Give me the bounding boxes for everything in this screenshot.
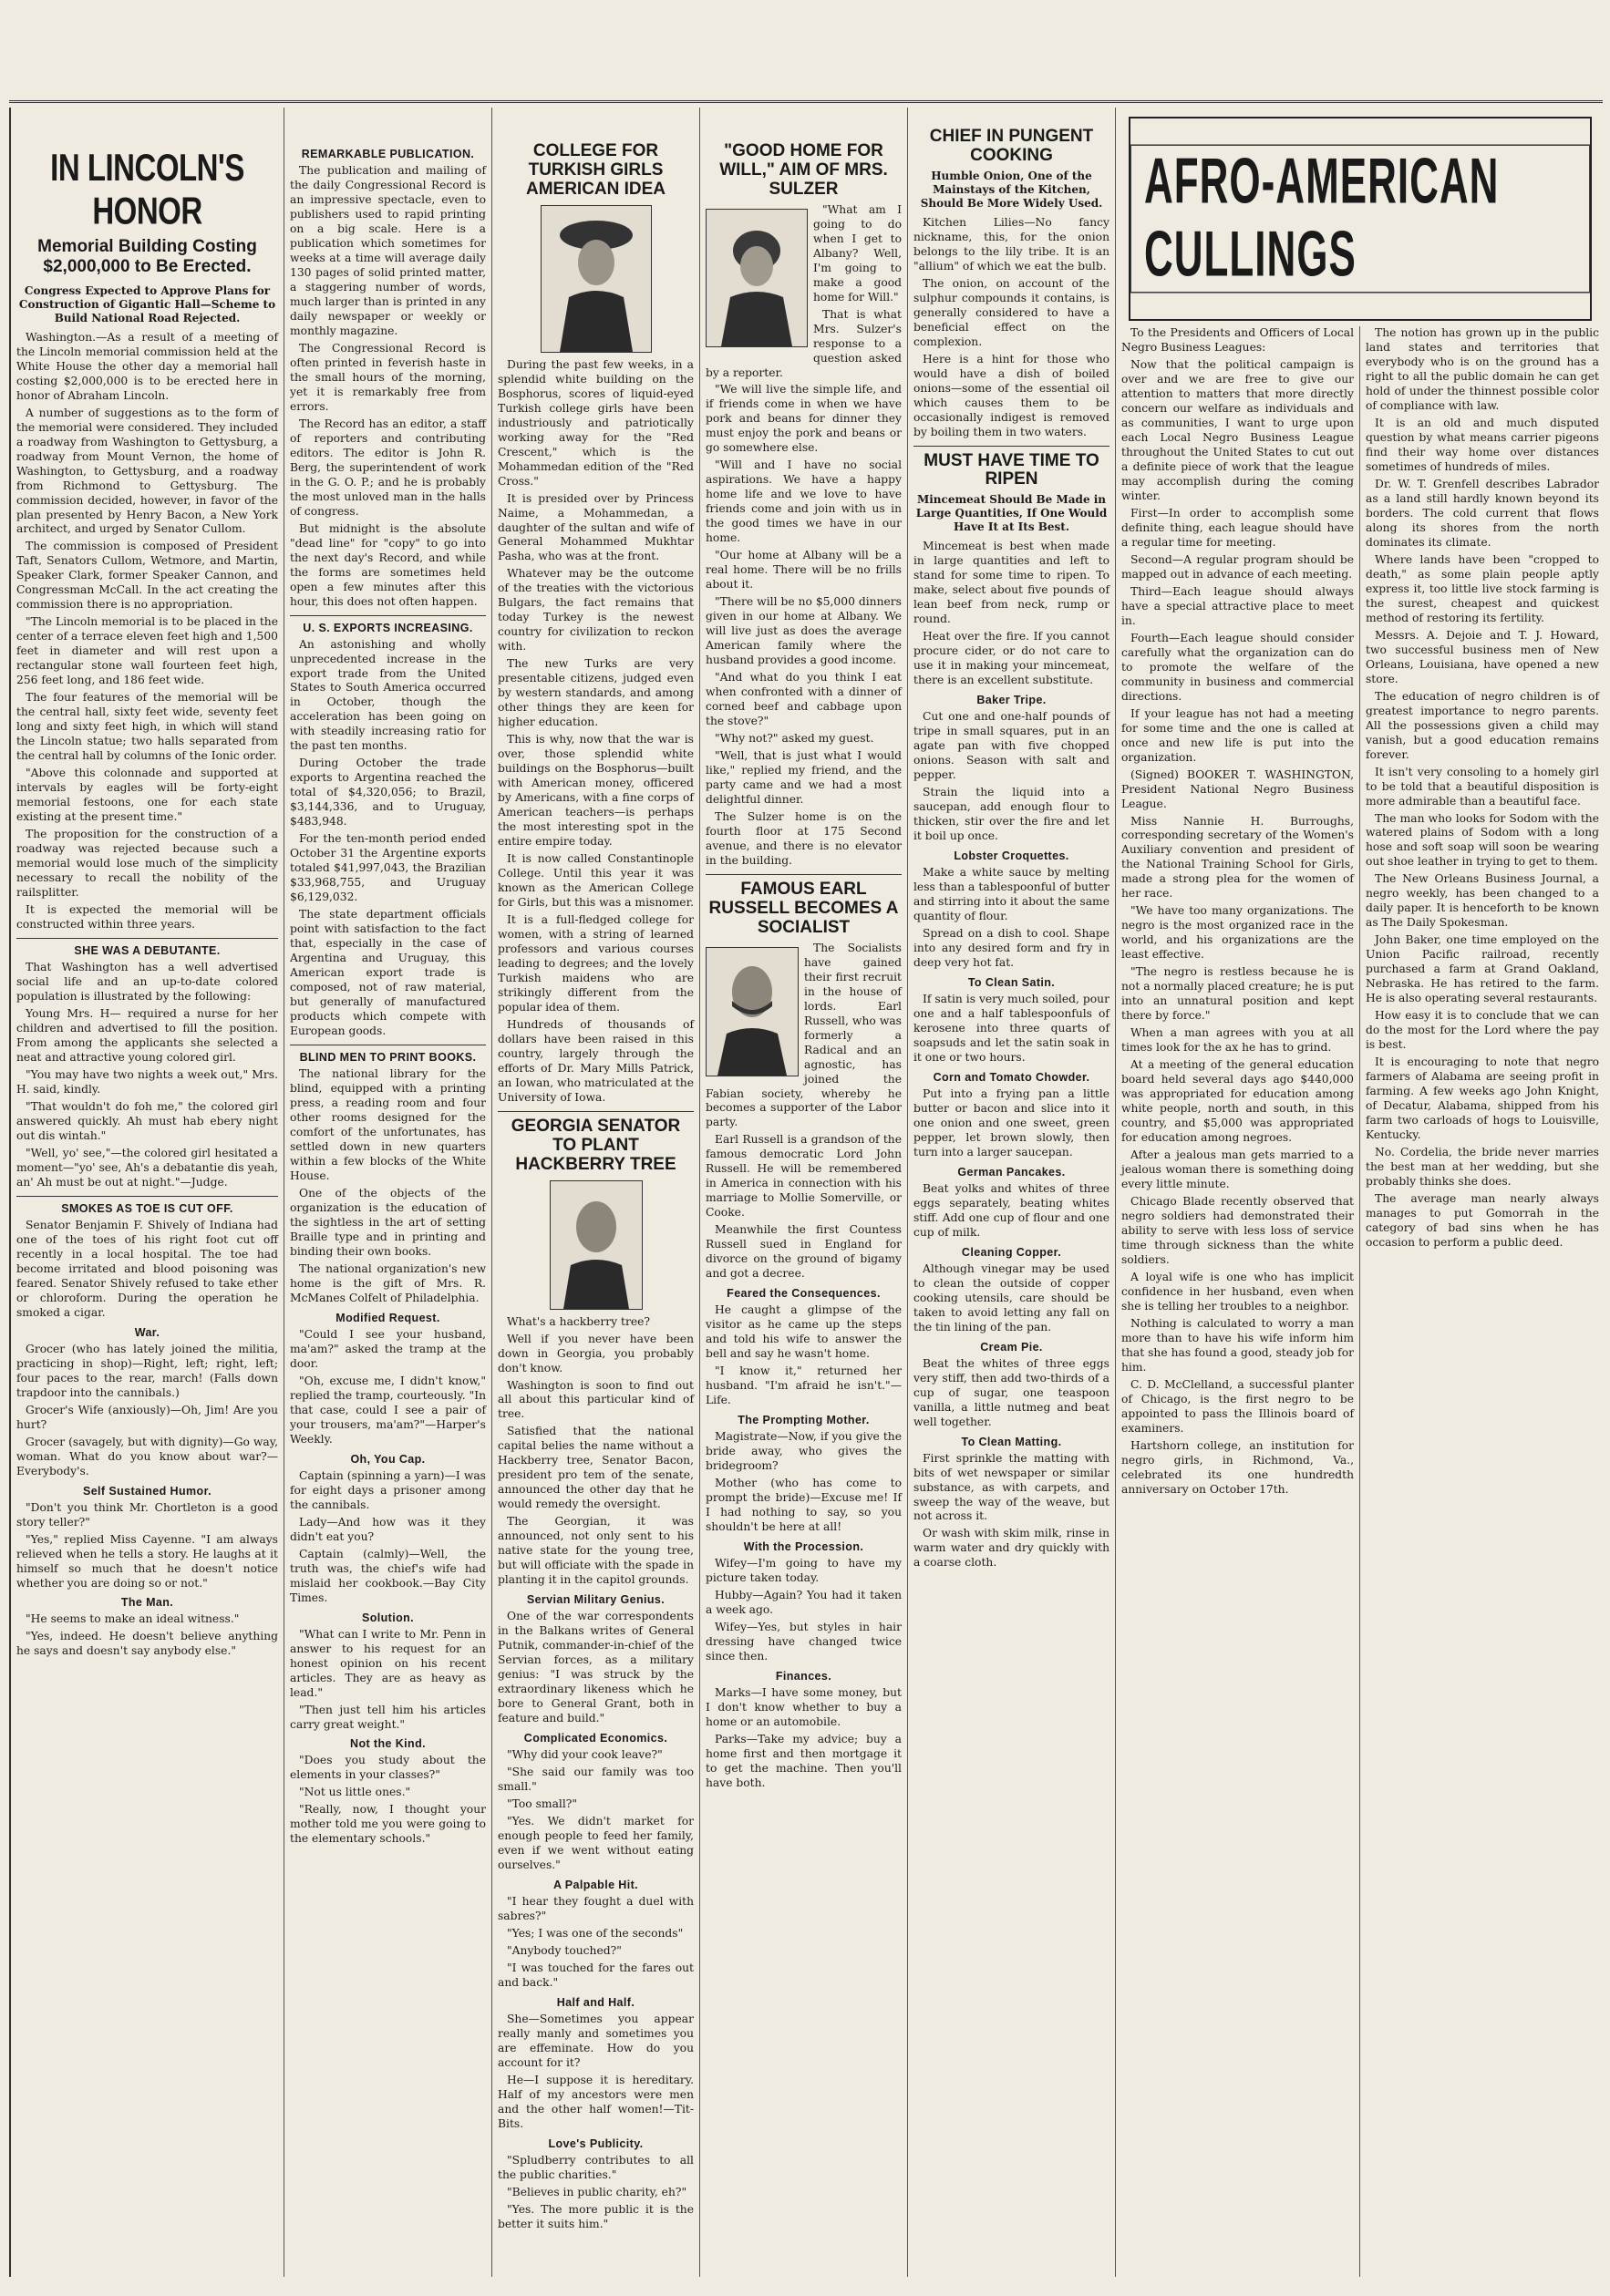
publication-heading: REMARKABLE PUBLICATION. [301,148,475,160]
hit-article [498,1895,694,1991]
paragraph: The four features of the memorial will be the central hall, sixty feet wide, seventy feet long and sixty feet high, in which will stand the Lincoln statue; two halls separated from the central hall by columns of the Ionic order. [16,691,278,763]
column-5 [908,108,1116,2277]
paragraph: No. Cordelia, the bride never marries the best man at her wedding, but she probably thinks she does. [1366,1146,1599,1189]
war-article [16,1343,278,1479]
paragraph: Well if you never have been down in Georgia, you probably don't know. [498,1332,694,1375]
paragraph: Chicago Blade recently observed that negro soldiers had demonstrated their ability to serve with less loss of service time through sickness than the white soldiers. [1121,1195,1354,1267]
paragraph: The national library for the blind, equipped with a printing press, a reading room and four other rooms designed for the comfort of the unfortunates, has settled down in new quarters within a few blocks of the White House. [290,1067,486,1182]
servian-article [498,1610,694,1726]
senator-portrait [550,1180,643,1310]
divider [16,938,278,939]
hit-heading: A Palpable Hit. [552,1879,639,1892]
paragraph: It is a full-fledged college for women, with a string of learned professors and various courses leading to degrees; and the lovely Turkish maidens who are strikingly different from the popular idea of them. [498,913,694,1014]
paragraph: "There will be no $5,000 dinners given in our home at Albany. We will live just as does the average American family where the husband provides a good income. [706,595,902,667]
paragraph: But midnight is the absolute "dead line" for "copy" to go into the next day's Record, and while the forms are sometimes held open a few minutes after this hour, this does not often happen. [290,521,486,608]
cap-article [290,1469,486,1606]
paragraph: Lady—And how was it they didn't eat you? [290,1515,486,1543]
mincemeat-headline: MUST HAVE TIME TO RIPEN [924,450,1099,489]
smokes-heading: SMOKES AS TOE IS CUT OFF. [61,1201,233,1215]
exports-heading: U. S. EXPORTS INCREASING. [303,621,473,634]
paragraph: "We have too many organizations. The negro is the most organized race in the world, and his organizations are the least effective. [1121,904,1354,962]
pancakes-article [913,1182,1109,1241]
paragraph: Hartshorn college, an institution for negro girls, in Richmond, Va., celebrated its one hundredth anniversary on October 17th. [1121,1438,1354,1496]
lincoln-headline: IN LINCOLN'S HONOR [50,146,244,232]
man-heading: The Man. [120,1596,174,1610]
paragraph: The Socialists have gained their first recruit in the house of lords. Earl Russell, who was formerly a Radical and an agnostic, has joined the Fabian society, whereby he becomes a supporter of the Labor party. [706,941,902,1129]
paragraph: "What am I going to do when I get to Albany? Well, I'm going to make a good home for Will." [813,202,902,304]
paragraph: The education of negro children is of greatest importance to negro parents. All the possessions given a child may vanish, but a good education remains forever. [1366,689,1599,761]
paragraph: Beat yolks and whites of three eggs separately, beating whites stiff. Add one cup of flour and one cup of milk. [913,1181,1109,1239]
paragraph: The state department officials point with satisfaction to the fact that, especially in the case of Argentina and Uruguay, this American export trade is composed, not of raw material, but generally of manufactured products which compete with European goods. [290,908,486,1038]
paragraph: This is why, now that the war is over, those splendid white buildings on the Bosphorus—built with American money, officered by Americans, with a fine corps of American teachers—is perhaps the most interesting spot in the entire empire today. [498,733,694,849]
paragraph: Where lands have been "cropped to death," as some plain people aptly express it, too little live stock farming is the surest, cheapest and quickest method of restoring its fertility. [1366,552,1599,624]
paragraph: Spread on a dish to cool. Shape into any desired form and fry in deep very hot fat. [913,926,1109,969]
paragraph: "And what do you think I eat when confronted with a dinner of corned beef and cabbage upon the stove?" [706,671,902,728]
column-6 [1116,326,1360,2277]
paragraph: "Spludberry contributes to all the public charities." [498,2153,694,2181]
blind-article [290,1067,486,1306]
divider [706,874,902,875]
exports-article [290,638,486,1040]
pie-heading: Cream Pie. [980,1340,1043,1354]
divider [290,615,486,616]
lincoln-article [16,331,278,932]
paragraph: A number of suggestions as to the form of the memorial were considered. They included a roadway from Washington to Gettysburg, a roadway from Mount Vernon, the home of Washington, to Gettysburg, and a roadway from Richmond to Gettysburg. The commission decided, however, in favor of the plan presented by Henry Bacon, a New York architect, and urged by Senator Cullom. [16,406,278,536]
paragraph: Mother (who has come to prompt the bride)—Excuse me! If I had nothing to say, so you shouldn't be here at all! [706,1477,902,1534]
paragraph: John Baker, one time employed on the Union Pacific railroad, recently purchased a farm at Grand Oakland, Nebraska. He has retired to the farm. He is also operating several restaurants. [1366,933,1599,1005]
lincoln-subdeck: Congress Expected to Approve Plans for Construction of Gigantic Hall—Scheme to Build National Road Rejected. [18,283,276,324]
column-3 [492,108,700,2277]
paragraph: The new Turks are very presentable citizens, judged even by western standards, and among other things they are keen for higher education. [498,657,694,729]
paragraph: If satin is very much soiled, pour one and a half tablespoonfuls of kerosene into three quarts of soapsuds and let the satin soak in it one or two hours. [913,992,1109,1064]
humor-heading: Self Sustained Humor. [82,1484,212,1498]
paragraph: First—In order to accomplish some definite thing, each league should have a regular time for meeting. [1121,506,1354,549]
paragraph: He—I suppose it is hereditary. Half of my ancestors were men and the other half women!—Tit-Bits. [498,2073,694,2130]
paragraph: Or wash with skim milk, rinse in warm water and dry quickly with a coarse cloth. [913,1527,1109,1570]
paragraph: Beat the whites of three eggs very stiff, then add two-thirds of a cup of sugar, one teaspoon vanilla, a little nutmeg and beat well together. [913,1356,1109,1428]
paragraph: The average man nearly always manages to put Gomorrah in the category of bad sins when he has occasion to perform a public deed. [1366,1192,1599,1250]
paragraph: He caught a glimpse of the visitor as he came up the steps and told his wife to answer the bell and say he wasn't home. [706,1303,902,1361]
paragraph: Grocer (savagely, but with dignity)—Go way, woman. What do you know about war?—Everybody's. [16,1435,278,1477]
paragraph: Washington.—As a result of a meeting of the Lincoln memorial commission held at the White House the other day a memorial hall costing $2,000,000 is to be erected here in honor of Abraham Lincoln. [16,330,278,402]
paragraph: "We will live the simple life, and if friends come in when we have pork and beans for dinner they must enjoy the pork and beans or go somewhere else. [706,383,902,455]
paragraph: "Not us little ones." [299,1786,411,1799]
cullings-banner [1129,117,1592,321]
column-4 [700,108,908,2277]
paragraph: Young Mrs. H— required a nurse for her children and advertised to fill the position. From among the applicants she selected a neat and attractive young colored girl. [16,1007,278,1064]
paragraph: The notion has grown up in the public land states and territories that everybody who is on the ground has a right to all the public domain he can get hold of under the thinnest possible color of compliance with law. [1366,326,1599,412]
economics-heading: Complicated Economics. [523,1732,668,1745]
prompting-heading: The Prompting Mother. [738,1414,870,1427]
procession-article [706,1557,902,1664]
top-rule [9,100,1603,103]
paragraph: Earl Russell is a grandson of the famous democratic Lord John Russell. He will be remembered in America in connection with his marriage to Mollie Somerville, or Cooke. [706,1133,902,1220]
paragraph: The national organization's new home is the gift of Mrs. R. McManes Colfelt of Philadelphia. [290,1261,486,1304]
paragraph: "You may have two nights a week out," Mrs. H. said, kindly. [16,1067,278,1096]
pancakes-heading: German Pancakes. [957,1165,1066,1179]
paragraph: "I hear they fought a duel with sabres?" [498,1895,694,1923]
cullings-left-article [1121,326,1354,1498]
modified-heading: Modified Request. [335,1311,440,1324]
paragraph: Magistrate—Now, if you give the bride away, who gives the bridegroom? [706,1430,902,1473]
paragraph: Parks—Take my advice; buy a home first and then mortgage it to get the machine. Then you'll have both. [706,1732,902,1789]
paragraph: That Washington has a well advertised social life and an up-to-date colored population is illustrated by the following: [16,961,278,1004]
paragraph: "Too small?" [507,1797,578,1811]
paragraph: Wifey—I'm going to have my picture taken today. [706,1557,902,1585]
paragraph: Although vinegar may be used to clean the outside of copper cooking utensils, care should be taken to avoid letting any fall on the tin lining of the pan. [913,1261,1109,1333]
paragraph: Dr. W. T. Grenfell describes Labrador as a land still hardly known beyond its borders. The cold current that flows along its shores from the north dominates its climate. [1366,477,1599,549]
column-2 [284,108,492,2277]
paragraph: If your league has not had a meeting for some time and the one is called at once and new life is put into the organization. [1121,706,1354,764]
paragraph: What's a hackberry tree? [507,1314,650,1328]
column-1 [11,108,284,2277]
paragraph: It is an old and much disputed question by what means carrier pigeons find their way home over distances sometimes of hundreds of miles. [1366,416,1599,473]
publication-article [290,164,486,610]
paragraph: Washington is soon to find out all about this particular kind of tree. [498,1378,694,1421]
paragraph: Mincemeat is best when made in large quantities and left to stand for some time to ripen. To make, select about five pounds of lean beef from neck, rump or round. [913,540,1109,626]
paragraph: When a man agrees with you at all times look for the ax he has to grind. [1121,1026,1354,1055]
paragraph: "The Lincoln memorial is to be placed in the center of a terrace eleven feet high and 1,500 feet in diameter and will rest upon a rectangular stone wall fourteen feet high, 256 feet long, and 186 feet wide. [16,615,278,687]
tripe-article [913,710,1109,844]
paragraph: It isn't very consoling to a homely girl to be told that a beautiful disposition is more admirable than a beautiful face. [1366,765,1599,808]
divider [498,1111,694,1112]
paragraph: "Then just tell him his articles carry great weight." [290,1703,486,1731]
lobster-heading: Lobster Croquettes. [954,849,1069,863]
lobster-article [913,866,1109,971]
paragraph: Here is a hint for those who would have a dish of boiled onions—some of the essential oil which causes them to be occasionally indigest is removed by boiling them in two waters. [913,352,1109,438]
paragraph: "I was touched for the fares out and back." [498,1961,694,1989]
paragraph: "Oh, excuse me, I didn't know," replied the tramp, courteously. "In that case, could I see a pair of your trousers, ma'am?"—Harper's Weekly. [290,1374,486,1446]
paragraph: Grocer (who has lately joined the militia, practicing in shop)—Right, left; right, left; four paces to the rear, march! (Falls down trapdoor into the cannibals.) [16,1342,278,1399]
mrs-sulzer-portrait [706,209,808,347]
love-article [498,2154,694,2232]
paragraph: "Does you study about the elements in your classes?" [290,1754,486,1782]
paragraph: (Signed) BOOKER T. WASHINGTON, President National Negro Business League. [1121,767,1354,810]
half-heading: Half and Half. [556,1995,635,2009]
debutante-article [16,961,278,1190]
paragraph: Miss Nannie H. Burroughs, corresponding secretary of the Women's Auxiliary convention and president of the National Training School for Girls, made a strong plea for the women of her race. [1121,814,1354,901]
paragraph: Third—Each league should always have a special attractive place to meet in. [1121,584,1354,627]
paragraph: "Yes, indeed. He doesn't believe anything he says and doesn't say anybody else." [16,1630,278,1658]
paragraph: The commission is composed of President Taft, Senators Cullom, Wetmore, and Martin, Speaker Clark, former Speaker Cannon, and Congressman McCall. In the act creating the commission there is no appropriation. [16,540,278,612]
cullings-right-article [1366,326,1599,1251]
paragraph: At a meeting of the general education board held several days ago $440,000 was appropriated for education among white people, north and south, in this country, and $5,000 was appropriated for education among negroes. [1121,1058,1354,1145]
mincemeat-deck: Mincemeat Should Be Made in Large Quantities, If One Would Have It at Its Best. [915,493,1108,534]
paragraph: How easy it is to conclude that we can do the most for the Lord where the pay is best. [1366,1009,1599,1052]
paragraph: It is presided over by Princess Naime, a Mohammedan, a daughter of the sultan and wife of General Mohammed Mukhtar Pasha, who was at the front. [498,491,694,563]
war-heading: War. [134,1325,160,1339]
paragraph: The Record has an editor, a staff of reporters and contributing editors. The editor is John R. Berg, the superintendent of work in the G. O. P.; and he is probably the most unloved man in the halls of congress. [290,417,486,518]
paragraph: "Above this colonnade and supported at intervals by eagles will be forty-eight memorial festoons, one for each state existing at the present time." [16,767,278,824]
modified-article [290,1328,486,1447]
paragraph: After a jealous man gets married to a jealous woman there is something doing every little minute. [1121,1148,1354,1191]
paragraph: "Why did your cook leave?" [507,1748,663,1762]
earl-russell-portrait [706,947,799,1076]
paragraph: "Could I see your husband, ma'am?" asked the tramp at the door. [290,1327,486,1370]
paragraph: To the Presidents and Officers of Local Negro Business Leagues: [1121,326,1354,354]
copper-article [913,1262,1109,1335]
hackberry-headline: GEORGIA SENATOR TO PLANT HACKBERRY TREE [511,1116,681,1174]
paragraph: "Don't you think Mr. Chortleton is a good story teller?" [16,1500,278,1529]
paragraph: Put into a frying pan a little butter or bacon and slice into it one onion and one sweet, green pepper, let brown slowly, then turn into a larger saucepan. [913,1086,1109,1158]
paragraph: Captain (calmly)—Well, the truth was, the chief's wife had mislaid her cookbook.—Bay City Times. [290,1547,486,1604]
matting-heading: To Clean Matting. [961,1435,1062,1448]
paragraph: Strain the liquid into a saucepan, add enough flour to thicken, stir over the fire and let it boil up once. [913,786,1109,843]
paragraph: "Well, that is just what I would like," replied my friend, and the party came and we had a most delightful dinner. [706,749,902,807]
paragraph: Make a white sauce by melting less than a tablespoonful of butter and stirring into it about the same quantity of flour. [913,866,1109,922]
russell-headline: FAMOUS EARL RUSSELL BECOMES A SOCIALIST [708,879,899,937]
paragraph: "He seems to make an ideal witness." [26,1612,240,1626]
paragraph: The Georgian, it was announced, not only sent to his native state for the young tree, but will officiate with the spade in planting it in the capitol grounds. [498,1515,694,1587]
paragraph: "Believes in public charity, eh?" [507,2185,687,2198]
paragraph: "Will and I have no social aspirations. We have a happy home life and we love to have friends come and join with us in the good times we have in our home. [706,458,902,545]
paragraph: Grocer's Wife (anxiously)—Oh, Jim! Are you hurt? [16,1403,278,1431]
paragraph: Hundreds of thousands of dollars have been raised in this country, largely through the efforts of Dr. Mary Mills Patrick, an Iowan, who matriculated at the University of Iowa. [498,1017,694,1104]
paragraph: One of the war correspondents in the Balkans writes of General Putnik, commander-in-chief of the Servian forces, as a military genius: "I was struck by the extraordinary likeness which he bore to General Grant, both in feature and build." [498,1610,694,1725]
paragraph: That is what Mrs. Sulzer's response to a question asked by a reporter. [706,307,902,379]
paragraph: "Yes," replied Miss Cayenne. "I am always relieved when he tells a story. He laughs at it himself so much that he doesn't notice whether you are doing so or not." [16,1532,278,1590]
paragraph: "The negro is restless because he is not a normally placed creature; he is put into an unnatural position and kept there by force." [1121,965,1354,1023]
economics-article [498,1748,694,1873]
satin-article [913,993,1109,1066]
paragraph: A loyal wife is one who has implicit confidence in her husband, even when she is telling her troubles to a neighbor. [1121,1271,1354,1313]
paragraph: First sprinkle the matting with bits of wet newspaper or similar substance, as with carpets, and sweep the way of the weave, but not across it. [913,1451,1109,1523]
paragraph: One of the objects of the organization is the education of the sightless in the art of setting Braille type and in printing and binding their own books. [290,1186,486,1258]
cap-heading: Oh, You Cap. [350,1452,426,1466]
paragraph: The Sulzer home is on the fourth floor at 175 Second avenue, and there is no elevator in the building. [706,810,902,867]
paragraph: Captain (spinning a yarn)—I was for eight days a prisoner among the cannibals. [290,1468,486,1511]
paragraph: The man who looks for Sodom with the watered plains of Sodom with a long hose and soft soap will soon be wearing out shoe leather in trying to get to them. [1366,811,1599,869]
paragraph: "She said our family was too small." [498,1766,694,1794]
paragraph: "Well, yo' see,"—the colored girl hesitated a moment—"yo' see, Ah's a debatantie dis yeah, an' Ah must be out at night."—Judge. [16,1146,278,1189]
paragraph: Kitchen Lilies—No fancy nickname, this, for the onion belongs to the lily tribe. It is an "allium" of which we eat the bulb. [913,215,1109,273]
paragraph: "Really, now, I thought your mother told me you were going to the elementary schools." [290,1803,486,1846]
onion-headline: CHIEF IN PUNGENT COOKING [929,127,1094,165]
pie-article [913,1357,1109,1430]
paragraph: The proposition for the construction of a roadway was rejected because such a memorial would lose much of the simplicity necessary to recall the nobility of the railsplitter. [16,828,278,900]
paragraph: It is encouraging to note that negro farmers of Alabama are seeing profit in farming. A few weeks ago John Knight, of Decatur, Alabama, shipped from his farm two carloads of hogs to Louisville, Kentucky. [1366,1055,1599,1142]
paragraph: "I know it," returned her husband. "I'm afraid he isn't."—Life. [706,1364,902,1407]
debutante-heading: SHE WAS A DEBUTANTE. [74,944,221,958]
paragraph: Messrs. A. Dejoie and T. J. Howard, two successful business men of New Orleans, Louisiana, have opened a new store. [1366,628,1599,685]
kind-heading: Not the Kind. [350,1737,426,1751]
column-7 [1360,326,1605,2277]
humor-article [16,1501,278,1591]
smokes-article [16,1219,278,1321]
finances-heading: Finances. [775,1669,832,1683]
paragraph: "Anybody touched?" [507,1943,622,1957]
satin-heading: To Clean Satin. [967,975,1056,989]
paragraph: The publication and mailing of the daily Congressional Record is an impressive spectacle, even to publishers used to rapid printing on a big scale. Here is a publication which sometimes for weeks at a time will average daily 130 pages of solid printed matter, a staggering number of words, much larger than is printed in any daily newspaper or weekly or monthly magazine. [290,164,486,337]
paragraph: The onion, on account of the sulphur compounds it contains, is generally considered to have a beneficial effect on the complexion. [913,276,1109,348]
college-headline: COLLEGE FOR TURKISH GIRLS AMERICAN IDEA [525,141,666,199]
afro-american-cullings-section [1116,108,1605,2277]
feared-heading: Feared the Consequences. [727,1287,881,1301]
divider [913,446,1109,447]
solution-article [290,1628,486,1733]
paragraph: It is now called Constantinople College. Until this year it was known as the American College for Girls, but this was a misnomer. [498,852,695,910]
blind-heading: BLIND MEN TO PRINT BOOKS. [299,1051,477,1065]
half-article [498,2013,694,2132]
paragraph: Senator Benjamin F. Shively of Indiana had one of the toes of his right foot cut off recently in a local hospital. The toe had become irritated and blood poisoning was feared. Senator Shively refused to take ether or chloroform. During the operation he smoked a cigar. [16,1218,278,1319]
paragraph: Now that the political campaign is over and we are free to give our attention to matters that more directly concern our welfare as individuals and as communities, I want to urge upon each Local Negro Business League throughout the United States to cut out a definite piece of work that the league may accomplish during the coming winter. [1121,357,1354,502]
paragraph: Heat over the fire. If you cannot procure cider, or do not care to use it in making your mincemeat, there is an excellent substitute. [913,630,1109,687]
college-article [498,358,694,1106]
princess-portrait [541,205,652,353]
paragraph: "Yes. We didn't market for enough people to feed her family, even if we went without eating ourselves." [498,1815,694,1872]
paragraph: Whatever may be the outcome of the treaties with the victorious Bulgars, the fact remains that today Turkey is the newest country for civilization to reckon with. [498,567,694,654]
onion-deck: Humble Onion, One of the Mainstays of the Kitchen, Should Be More Widely Used. [920,169,1103,210]
divider [16,1196,278,1197]
sulzer-headline: "GOOD HOME FOR WILL," AIM OF MRS. SULZER [719,141,888,199]
mincemeat-article [913,540,1109,688]
onion-article [913,216,1109,440]
paragraph: "That wouldn't do foh me," the colored girl answered quickly. Ah must hab ebery night out dis wintah." [16,1099,278,1142]
matting-article [913,1452,1109,1571]
paragraph: Marks—I have some money, but I don't know whether to buy a home or an automobile. [706,1685,902,1728]
paragraph: "Yes. The more public it is the better it suits him." [498,2202,694,2230]
feared-article [706,1303,902,1408]
paragraph: Hubby—Again? You had it taken a week ago. [706,1589,902,1617]
paragraph: "Our home at Albany will be a real home. There will be no frills about it. [706,549,902,592]
love-heading: Love's Publicity. [548,2136,644,2150]
tripe-heading: Baker Tripe. [976,694,1047,707]
paragraph: Satisfied that the national capital belies the name without a Hackberry tree, Senator Bacon, president pro tem of the senate, announced the other day that he would remedy the oversight. [498,1425,694,1511]
paragraph: During October the trade exports to Argentina reached the total of $4,320,056; to Brazil, $3,144,336, and to Uruguay, $483,948. [290,757,486,829]
paragraph: Second—A regular program should be mapped out in advance of each meeting. [1121,552,1354,581]
paragraph: "Yes; I was one of the seconds" [507,1927,684,1940]
paragraph: "What can I write to Mr. Penn in answer to his request for an honest opinion on his recent articles. They are as heavy as lead." [290,1627,486,1699]
man-article [16,1612,278,1659]
paragraph: Cut one and one-half pounds of tripe in small squares, put in an agate pan with five chopped onions. Season with salt and pepper. [913,710,1109,782]
copper-heading: Cleaning Copper. [961,1245,1062,1259]
solution-heading: Solution. [361,1611,415,1624]
paragraph: She—Sometimes you appear really manly and sometimes you are effeminate. How do you account for it? [498,2012,694,2069]
paragraph: An astonishing and wholly unprecedented increase in the export trade from the United States to South America occurred in October, though the acceleration has been going on with steadily increasing ratio for the past ten months. [290,637,486,753]
paragraph: "Why not?" asked my guest. [715,732,874,746]
paragraph: Nothing is calculated to worry a man more than to have his wife inform him that she has found a good, steady job for him. [1121,1316,1354,1374]
paragraph: Fourth—Each league should consider carefully what the organization can do to promote the welfare of the community in business and commercial directions. [1121,631,1354,703]
chowder-article [913,1087,1109,1160]
prompting-article [706,1430,902,1535]
newspaper-page [9,108,1605,2277]
chowder-heading: Corn and Tomato Chowder. [933,1070,1090,1084]
cullings-banner-title: AFRO-AMERICAN CULLINGS [1130,144,1590,293]
paragraph: It is expected the memorial will be constructed within three years. [16,903,278,932]
finances-article [706,1686,902,1791]
lincoln-deck: Memorial Building Costing $2,000,000 to Be Erected. [37,237,257,276]
paragraph: C. D. McClelland, a successful planter of Chicago, is the first negro to be appointed to pass the Illinois board of examiners. [1121,1377,1354,1435]
procession-heading: With the Procession. [743,1540,864,1554]
paragraph: Meanwhile the first Countess Russell sued in England for divorce on the ground of bigamy and got a decree. [706,1223,902,1281]
paragraph: The Congressional Record is often printed in feverish haste in the small hours of the morning, yet it is remarkably free from errors. [290,341,486,413]
hackberry-article [498,1315,694,1589]
paragraph: During the past few weeks, in a splendid white building on the Bosphorus, scores of liquid-eyed Turkish college girls have been industriously and patriotically working away for the "Red Crescent," which is the Mohammedan edition of the "Red Cross." [498,357,694,488]
paragraph: The New Orleans Business Journal, a negro weekly, has been changed to a daily paper. It is henceforth to be known as The Daily Spokesman. [1366,872,1599,930]
paragraph: Wifey—Yes, but styles in hair dressing have changed twice since then. [706,1621,902,1663]
servian-heading: Servian Military Genius. [526,1593,666,1607]
kind-article [290,1754,486,1847]
paragraph: For the ten-month period ended October 31 the Argentine exports totaled $41,997,043, the Brazilian $33,968,755, and Uruguay $6,129,032. [290,832,486,904]
